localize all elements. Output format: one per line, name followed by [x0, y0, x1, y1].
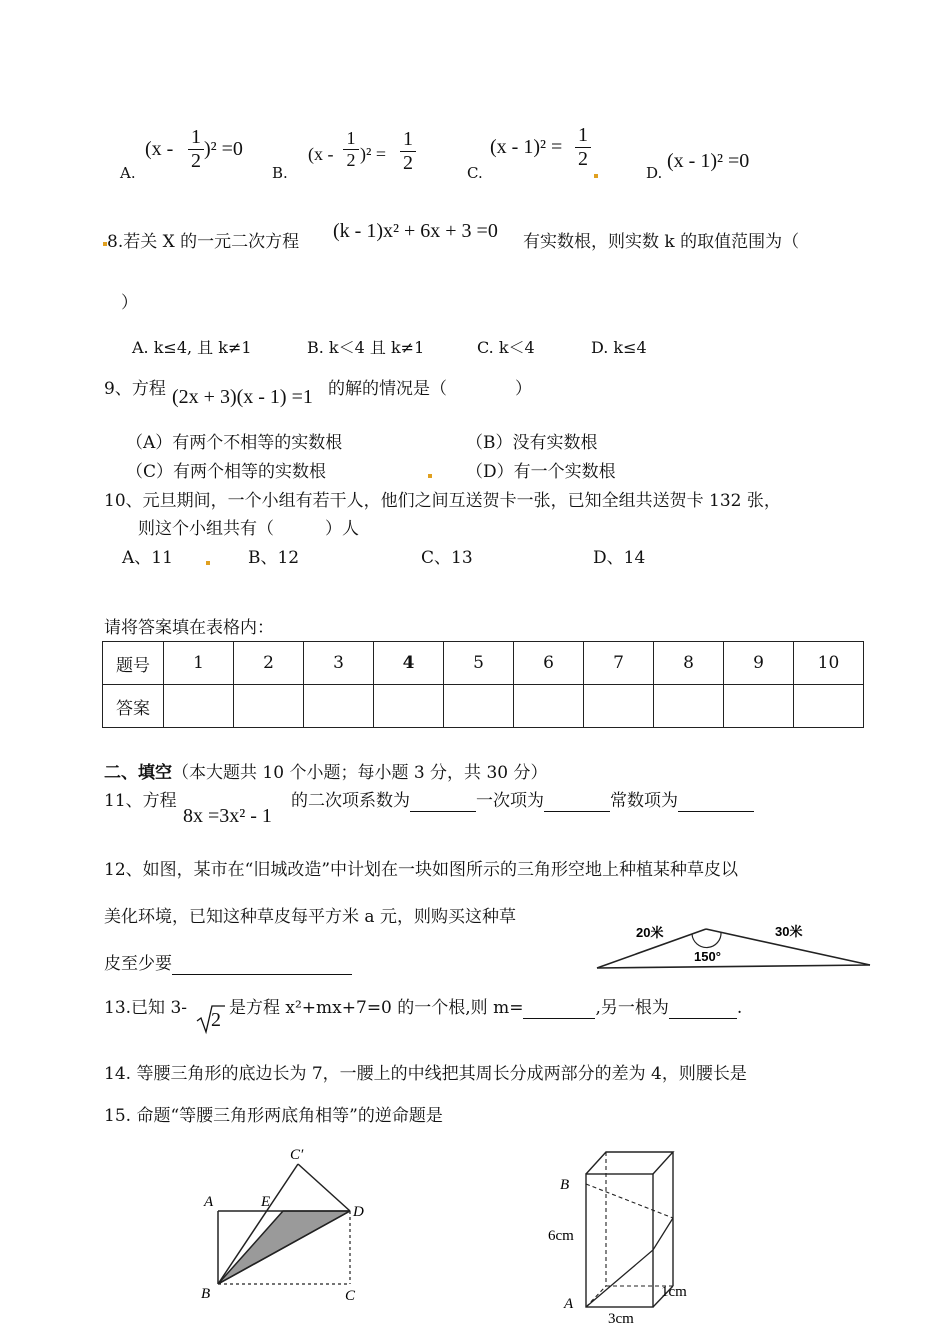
q7-option-b-expr-pre: (x - — [308, 144, 334, 164]
q11-text1: 的二次项系数为 — [291, 791, 410, 811]
box-label-b: B — [560, 1177, 570, 1193]
box-label-a: A — [564, 1296, 574, 1312]
figure-label-angle: 150° — [694, 949, 721, 964]
q9-option-b: （B）没有实数根 — [466, 433, 598, 453]
answer-cell[interactable] — [654, 685, 724, 728]
q7-option-a-label: A. — [120, 164, 136, 182]
q13-blank-root[interactable] — [669, 1000, 737, 1019]
answer-table — [102, 641, 864, 728]
q9-suffix: 的解的情况是（ ） — [328, 379, 532, 399]
fold-label-b: B — [201, 1286, 211, 1302]
q10-option-c: C、13 — [421, 548, 473, 568]
q12-blank[interactable] — [172, 956, 352, 975]
answer-cell[interactable] — [374, 685, 444, 728]
q7-option-a-expr-post: )² =0 — [204, 138, 243, 160]
answer-table-number: 1 — [164, 642, 234, 685]
answer-table-number: 8 — [654, 642, 724, 685]
figure-label-left: 20米 — [636, 925, 664, 940]
q8-prefix: 8.若关 X 的一元二次方程 — [107, 232, 300, 252]
q7-option-d-label: D. — [646, 164, 663, 182]
q8-suffix: 有实数根，则实数 k 的取值范围为（ — [523, 232, 800, 252]
q15-text: 15. 命题“等腰三角形两底角相等”的逆命题是 — [104, 1106, 443, 1126]
q7-c-rhs-num: 1 — [578, 124, 588, 146]
q8-equation: (k - 1)x² + 6x + 3 =0 — [333, 220, 498, 242]
q11-blank-linear[interactable] — [544, 793, 610, 812]
q7-c-rhs-fraction — [575, 124, 591, 171]
q8-option-d: D. k≤4 — [591, 338, 647, 357]
answer-table-row2-header: 答案 — [103, 685, 164, 728]
q11-blank-constant[interactable] — [678, 793, 754, 812]
q9-prefix: 9、方程 — [104, 379, 166, 399]
answer-table-number: 2 — [234, 642, 304, 685]
answer-table-answer-row — [103, 685, 864, 728]
box-top-face — [586, 1152, 673, 1174]
q12-line2: 美化环境，已知这种草皮每平方米 a 元，则购买这种草 — [104, 907, 516, 927]
stray-dot — [594, 174, 598, 178]
q12-line3 — [104, 953, 352, 975]
answer-cell[interactable] — [304, 685, 374, 728]
q11-prefix: 11、方程 — [104, 791, 177, 811]
answer-cell[interactable] — [444, 685, 514, 728]
answer-cell[interactable] — [234, 685, 304, 728]
q12-triangle-figure — [590, 915, 880, 975]
q7-option-c-label: C. — [467, 164, 483, 182]
q9-option-c: （C）有两个相等的实数根 — [126, 462, 327, 482]
stray-dot — [428, 474, 432, 478]
q10-option-a: A、11 — [122, 548, 173, 568]
q13-body — [229, 997, 742, 1019]
q13-mid2: ,另一根为 — [595, 998, 669, 1018]
fold-label-d: D — [353, 1204, 364, 1220]
q8-option-b: B. k＜4 且 k≠1 — [307, 338, 425, 357]
q11-text3: 常数项为 — [610, 791, 678, 811]
answer-table-number: 7 — [584, 642, 654, 685]
figure-label-right: 30米 — [775, 924, 803, 939]
box-label-height: 6cm — [548, 1228, 574, 1244]
q7-b-num: 1 — [346, 128, 356, 148]
section2-title-bold: 二、填空 — [104, 763, 172, 783]
fold-label-cprime: C′ — [290, 1147, 304, 1163]
q7-b-rhs-num: 1 — [403, 128, 413, 150]
section2-heading — [104, 762, 548, 784]
q8-close-paren: ） — [121, 293, 138, 313]
q7-b-rhs-den: 2 — [400, 151, 416, 175]
q13-prefix: 13.已知 3- — [104, 998, 187, 1018]
answer-table-intro: 请将答案填在表格内： — [104, 618, 274, 638]
answer-table-number-row — [103, 642, 864, 685]
q7-a-den: 2 — [188, 149, 204, 173]
q11-equation: 8x =3x² - 1 — [183, 805, 272, 827]
path-dashed — [586, 1184, 673, 1218]
answer-table-row1-header: 题号 — [103, 642, 164, 685]
answer-cell[interactable] — [794, 685, 864, 728]
box-label-depth: 1cm — [661, 1284, 687, 1300]
q11-text2: 一次项为 — [476, 791, 544, 811]
q9-equation: (2x + 3)(x - 1) =1 — [172, 386, 313, 408]
q7-option-b-expr-post: )² = — [360, 144, 387, 164]
section2-title-rest: （本大题共 10 个小题；每小题 3 分，共 30 分） — [172, 763, 548, 783]
box-label-width: 3cm — [608, 1311, 634, 1327]
answer-cell[interactable] — [164, 685, 234, 728]
answer-table-number: 10 — [794, 642, 864, 685]
q7-b-den: 2 — [343, 149, 359, 171]
q10-option-d: D、14 — [593, 548, 646, 568]
angle-arc — [692, 932, 721, 948]
q13-mid: 是方程 x²+mx+7=0 的一个根,则 m= — [229, 998, 524, 1018]
q14-text: 14. 等腰三角形的底边长为 7，一腰上的中线把其周长分成两部分的差为 4，则腰长是 — [104, 1064, 747, 1084]
fold-label-a: A — [204, 1194, 214, 1210]
q13-blank-m[interactable] — [523, 1000, 595, 1019]
q10-line1: 10、元旦期间，一个小组有若干人，他们之间互送贺卡一张，已知全组共送贺卡 132 张， — [104, 491, 781, 511]
q7-option-d-expr: (x - 1)² =0 — [667, 150, 750, 172]
path-solid — [586, 1218, 673, 1307]
answer-cell[interactable] — [724, 685, 794, 728]
fold-line-cd — [298, 1164, 350, 1211]
q7-c-rhs-den: 2 — [575, 147, 591, 171]
q9-option-a: （A）有两个不相等的实数根 — [126, 433, 343, 453]
stray-dot — [206, 561, 210, 565]
q7-b-rhs-fraction — [400, 128, 416, 175]
box-front-face — [586, 1174, 653, 1307]
q12-line3-text: 皮至少要 — [104, 954, 172, 974]
q8-option-c: C. k＜4 — [477, 338, 535, 357]
answer-cell[interactable] — [514, 685, 584, 728]
q7-option-b-label: B. — [272, 164, 288, 182]
box-figure — [540, 1140, 710, 1335]
q12-line1: 12、如图，某市在“旧城改造”中计划在一块如图所示的三角形空地上种植某种草皮以 — [104, 860, 739, 880]
answer-table-number: 9 — [724, 642, 794, 685]
fold-figure — [195, 1140, 375, 1305]
q7-option-c-expr: (x - 1)² = — [490, 136, 563, 158]
answer-cell[interactable] — [584, 685, 654, 728]
answer-table-number: 5 — [444, 642, 514, 685]
q7-b-fraction — [343, 128, 359, 171]
q13-sqrt-radicand: 2 — [211, 1009, 221, 1031]
triangle-base — [597, 965, 870, 968]
q8-option-a: A. k≤4, 且 k≠1 — [132, 338, 252, 357]
answer-table-number: 3 — [304, 642, 374, 685]
q11-blank-quadratic[interactable] — [410, 793, 476, 812]
q10-option-b: B、12 — [248, 548, 300, 568]
fold-label-c: C — [345, 1288, 356, 1304]
q10-line2: 则这个小组共有（ ）人 — [138, 519, 359, 539]
q13-end: . — [736, 998, 743, 1018]
q7-option-a-expr-pre: (x - — [145, 138, 174, 160]
q11-blanks — [291, 790, 754, 812]
q7-a-fraction — [188, 126, 204, 173]
answer-table-number: 6 — [514, 642, 584, 685]
answer-table-number: 4 — [374, 642, 444, 685]
q7-a-num: 1 — [191, 126, 201, 148]
q9-option-d: （D）有一个实数根 — [466, 462, 616, 482]
fold-label-e: E — [261, 1194, 271, 1210]
